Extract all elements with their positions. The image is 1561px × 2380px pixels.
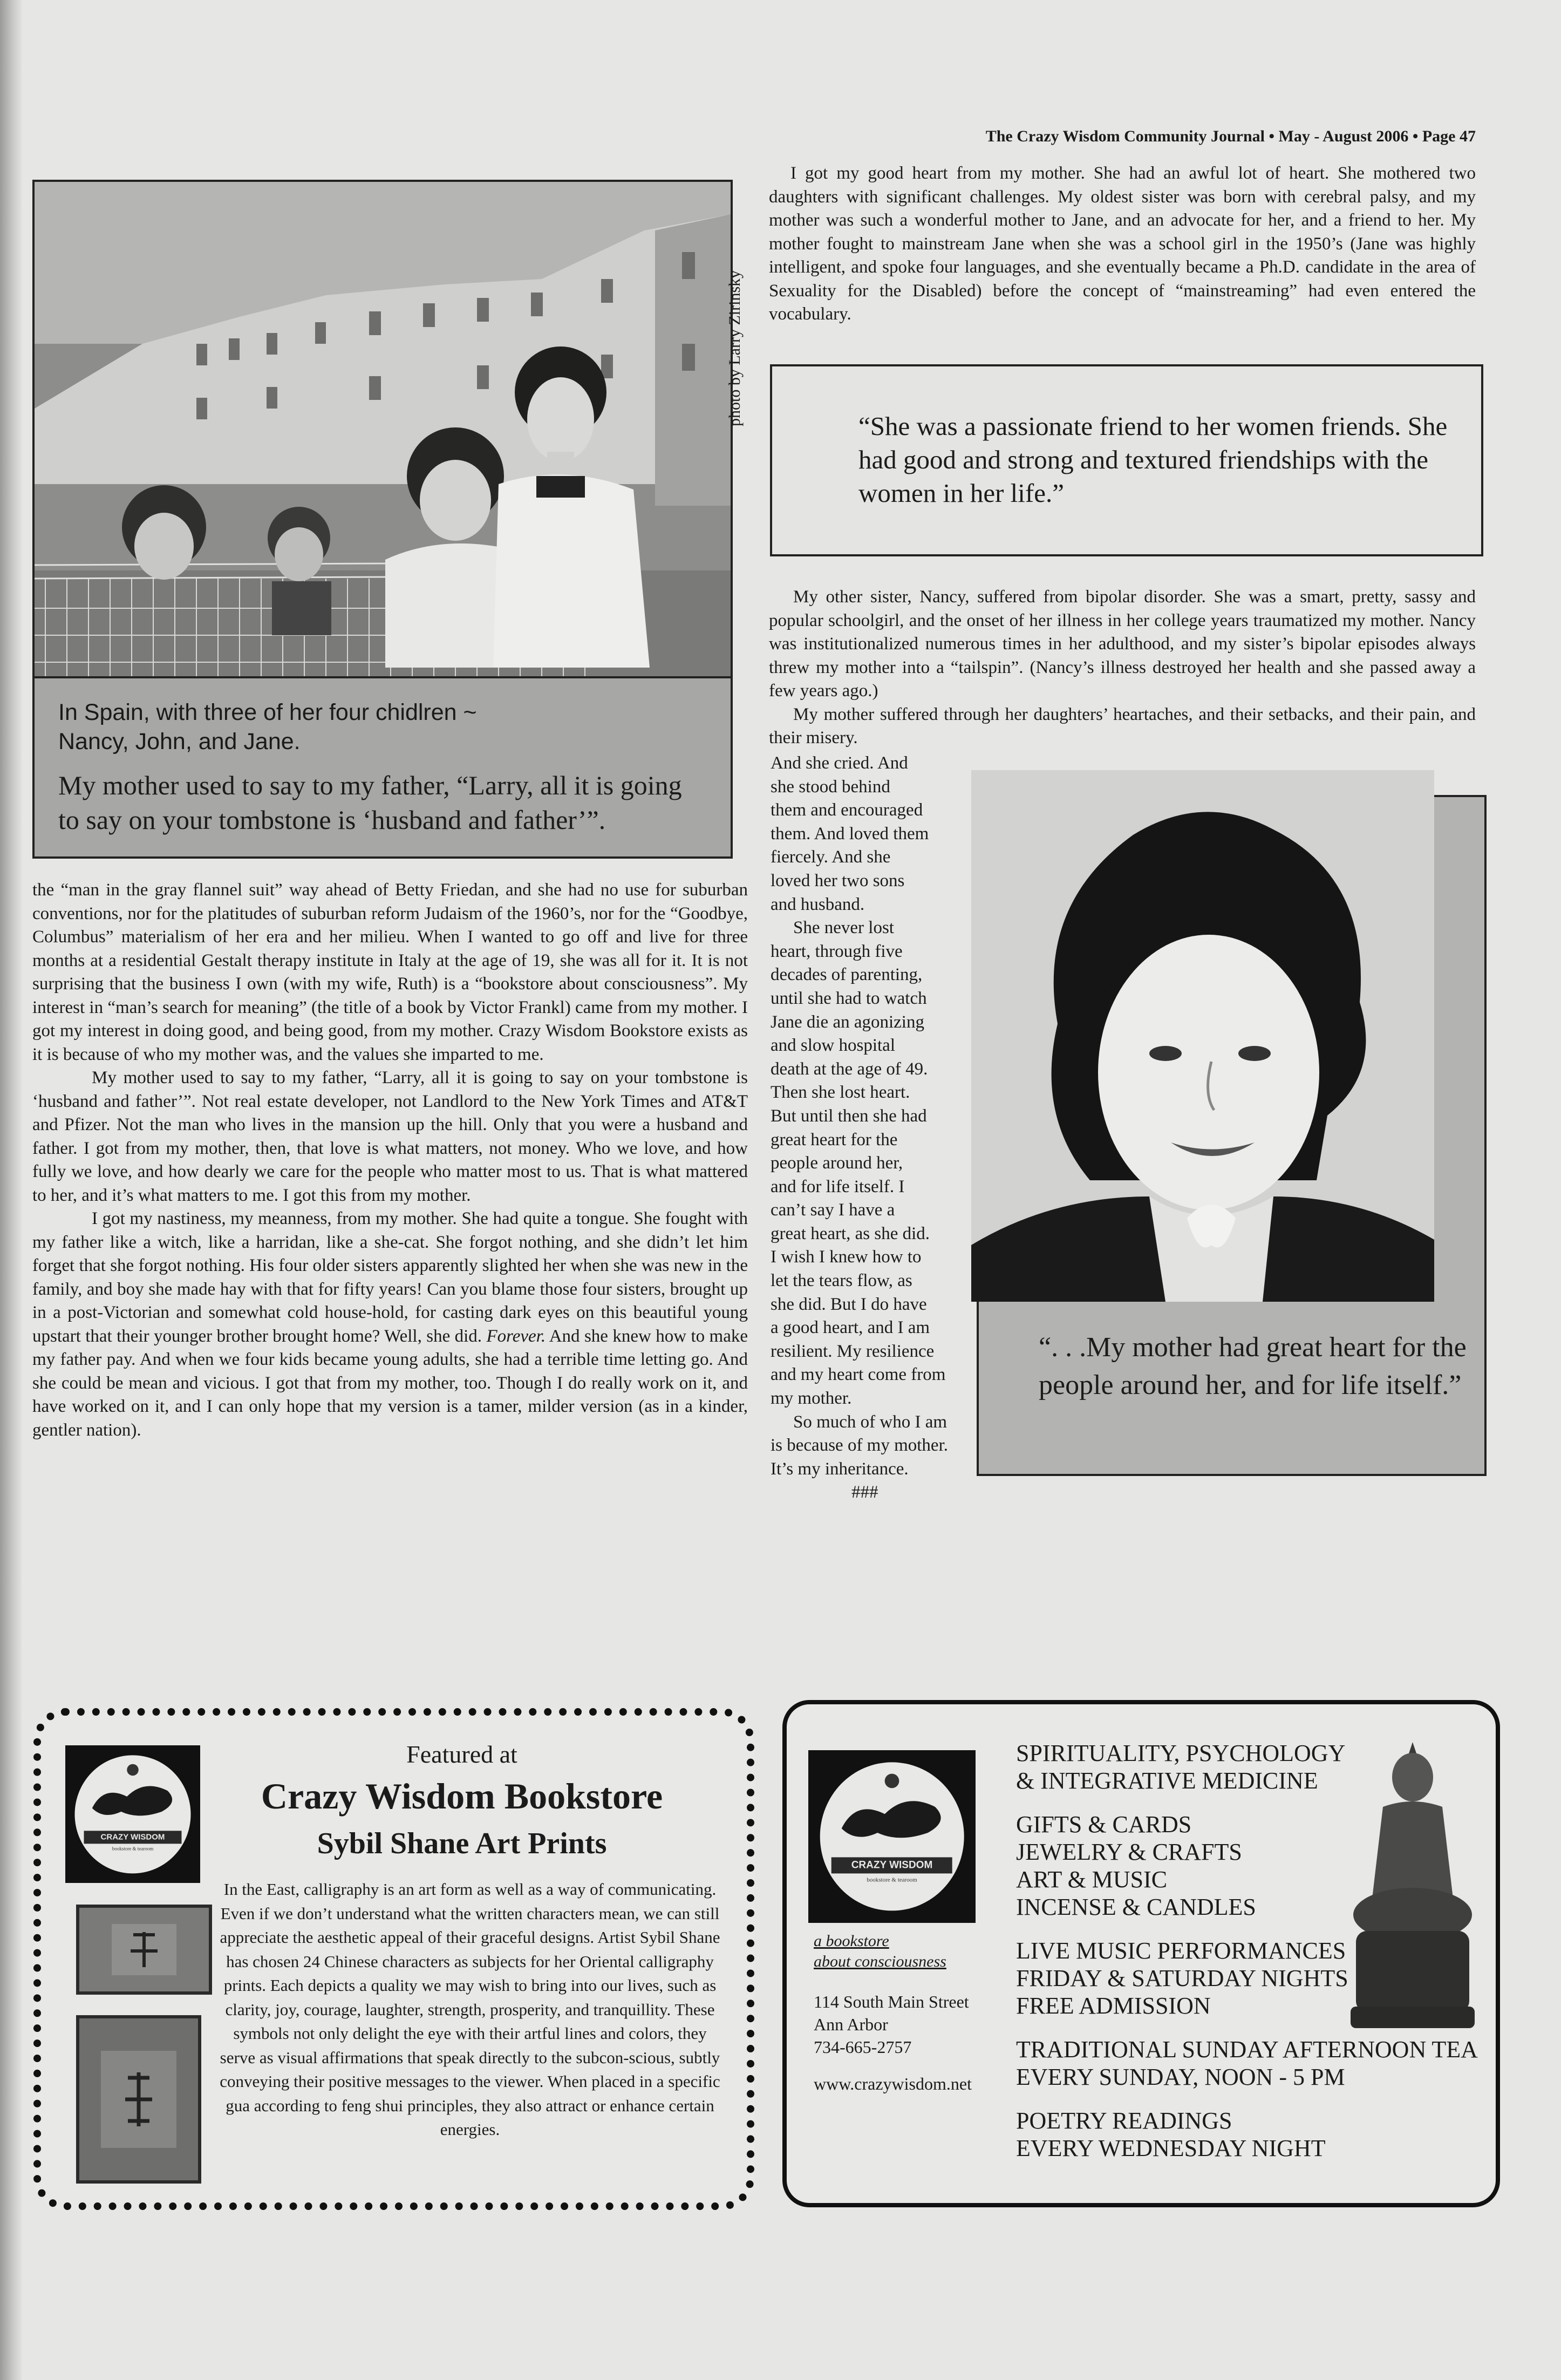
- offering-group: [1016, 2036, 1478, 2091]
- left-paragraph-2: My mother used to say to my father, “Larry, all it is going to say on your tombstone is ‘husband and father’”. Not real estate developer, not Landlord to the New York Times and AT&T and Pfizer. Not the man who lives in the mansion up the hill. Only that you were a husband and father. I got from my mother, then, that love is what matters, not money. Who we love, and how fully we love, and how dearly we care for the people who matter most to us. That is what mattered to her, and it’s what matters to me. I got this from my mother.: [32, 1068, 748, 1205]
- calligraphy-print-large: [76, 2015, 201, 2184]
- narrow-line: them and encouraged: [771, 800, 923, 820]
- sybil-shane-ad: [33, 1708, 754, 2210]
- narrow-line: Jane die an agonizing: [771, 1012, 924, 1032]
- narrow-line: So much of who I am: [793, 1412, 947, 1432]
- logo-subtext: bookstore & tearoom: [867, 1876, 917, 1883]
- narrow-line: and slow hospital: [771, 1036, 895, 1056]
- photo-caption-area: [35, 676, 731, 856]
- crazy-wisdom-ad: [782, 1700, 1500, 2207]
- logo-subtext: bookstore & tearoom: [112, 1846, 154, 1852]
- ad-tagline: [814, 1931, 946, 1972]
- page-header: The Crazy Wisdom Community Journal • May - August 2006 • Page 47: [985, 127, 1476, 145]
- narrow-line: fiercely. And she: [771, 847, 891, 867]
- offering-line: POETRY READINGS: [1016, 2107, 1232, 2134]
- offering-line: & INTEGRATIVE MEDICINE: [1016, 1767, 1318, 1794]
- tagline-line2: about consciousness: [814, 1953, 946, 1970]
- ad-product-title: Sybil Shane Art Prints: [317, 1827, 607, 1860]
- right-paragraph-1: I got my good heart from my mother. She had an awful lot of heart. She mothered two daughters with significant challenges. My oldest sister was born with cerebral palsy, and my mother was such a wonderful mother to Jane, and an advocate for her, and a friend to her. My mother fought to mainstream Jane when she was a school girl in the 1950’s (Jane was highly intelligent, and spoke four languages, and she eventually became a Ph.D. candidate in the area of Sexuality for the Disabled) before the concept of “mainstreaming” had even entered the vocabulary.: [769, 164, 1476, 324]
- photo-credit: photo by Larry Zirinsky: [726, 270, 744, 426]
- narrow-column-text: [771, 752, 976, 1505]
- narrow-line: she stood behind: [771, 777, 890, 797]
- narrow-line: I wish I knew how to: [771, 1247, 922, 1267]
- narrow-line: She never lost: [793, 918, 894, 938]
- left-paragraph-3: [32, 1207, 748, 1442]
- narrow-line: and husband.: [771, 894, 865, 914]
- family-photo-illustration: [35, 182, 731, 676]
- narrow-line: she did. But I do have: [771, 1294, 927, 1314]
- narrow-line: Then she lost heart.: [771, 1083, 910, 1103]
- mother-portrait-illustration: [971, 770, 1434, 1302]
- narrow-line: is because of my mother.: [771, 1436, 949, 1456]
- ad-featured-label: Featured at: [406, 1740, 517, 1768]
- buddha-icon: [1345, 1737, 1480, 2039]
- narrow-line: and my heart come from: [771, 1365, 946, 1385]
- crazy-wisdom-logo: [808, 1750, 976, 1923]
- photo-caption-line2: Nancy, John, and Jane.: [58, 729, 301, 754]
- left-column-text: [32, 879, 748, 1442]
- narrow-line: And she cried. And: [771, 753, 908, 773]
- offering-line: TRADITIONAL SUNDAY AFTERNOON TEA: [1016, 2036, 1478, 2063]
- photo-caption-line1: In Spain, with three of her four chidlren ~: [58, 699, 477, 725]
- portrait-pull-quote: “. . .My mother had great heart for the people around her, and for life itself.”: [1039, 1332, 1467, 1400]
- address-city: Ann Arbor: [814, 2015, 888, 2034]
- address-street: 114 South Main Street: [814, 1992, 969, 2011]
- right-column-middle: [769, 586, 1476, 750]
- narrow-line: until she had to watch: [771, 988, 927, 1008]
- offering-line: LIVE MUSIC PERFORMANCES: [1016, 1937, 1346, 1964]
- right-paragraph-3: My mother suffered through her daughters’ heartaches, and their setbacks, and their pain, and their misery.: [769, 704, 1476, 747]
- offering-group: [1016, 2107, 1478, 2162]
- family-photo: [35, 182, 731, 676]
- narrow-line: and for life itself. I: [771, 1177, 905, 1196]
- narrow-line: loved her two sons: [771, 871, 905, 890]
- narrow-line: decades of parenting,: [771, 965, 923, 985]
- logo-banner: CRAZY WISDOM: [84, 1831, 182, 1844]
- left-paragraph-3-part2: And she knew how to make my father pay. And when we four kids became young adults, she had a terrible time letting go. And she could be mean and vicious. I got that from my mother, too. Though I do really work on it, and have worked on it, and I can only hope that my version is a tamer, milder version (as in a kinder, gentler nation).: [32, 1326, 748, 1440]
- logo-banner: CRAZY WISDOM: [831, 1858, 952, 1874]
- narrow-line: death at the age of 49.: [771, 1059, 928, 1079]
- ad-website: www.crazywisdom.net: [814, 2074, 972, 2093]
- address-phone: 734-665-2757: [814, 2037, 912, 2057]
- narrow-line: a good heart, and I am: [771, 1318, 930, 1338]
- binding-edge: [0, 0, 22, 2380]
- pull-quote-text: “She was a passionate friend to her women friends. She had good and strong and textured friendships with the women in her life.”: [858, 411, 1448, 508]
- narrow-line: people around her,: [771, 1153, 903, 1173]
- left-paragraph-1: the “man in the gray flannel suit” way ahead of Betty Friedan, and she had no use for suburban conventions, nor for the platitudes of suburban reform Judaism of the 1960’s, nor for the “Goodbye, Columbus” materialism of her era and her milieu. When I wanted to go off and live for three months at a residential Gestalt therapy institute in Italy at the age of 19, she was all for it. It is not surprising that the business I own (with my wife, Ruth) is a “bookstore about consciousness”. My interest in “man’s search for meaning” (the title of a book by Victor Frankl) came from my mother. I got my interest in doing good, and being good, from my mother. Crazy Wisdom Bookstore exists as it is because of who my mother was, and the values she imparted to me.: [32, 880, 748, 1064]
- offering-line: SPIRITUALITY, PSYCHOLOGY: [1016, 1740, 1346, 1766]
- narrow-line: them. And loved them: [771, 824, 929, 844]
- family-photo-block: [32, 180, 733, 859]
- mother-portrait-photo: [971, 770, 1434, 1302]
- ad-address: [814, 1990, 969, 2058]
- narrow-line: resilient. My resilience: [771, 1341, 935, 1361]
- right-paragraph-2: My other sister, Nancy, suffered from bipolar disorder. She was a smart, pretty, sassy and popular schoolgirl, and the onset of her illness in her college years traumatized my mother. Nancy was institutionalized numerous times in her adulthood, and my sister’s bipolar episodes always threw my mother into a “tailspin”. (Nancy’s illness destroyed her health and she passed away a few years ago.): [769, 587, 1476, 701]
- photo-caption: [58, 698, 679, 756]
- narrow-line: great heart for the: [771, 1130, 898, 1150]
- end-mark: ###: [851, 1483, 878, 1502]
- ad-body-text: In the East, calligraphy is an art form as well as a way of communicating. Even if we don’t understand what the written characters mean, we can still appreciate the aesthetic appeal of their graceful designs. Artist Sybil Shane has chosen 24 Chinese characters as subjects for her Oriental calligraphy prints. Each depicts a quality we may wish to bring into our lives, such as clarity, joy, courage, laughter, strength, prosperity, and tranquillity. These symbols not only delight the eye with their artful lines and colors, they serve as visual affirmations that speak directly to the subcon-scious, subtly conveying their positive messages to the viewer. When placed in a specific gua according to feng shui principles, they also attract or enhance certain energies.: [220, 1880, 720, 2139]
- narrow-line: let the tears flow, as: [771, 1271, 912, 1291]
- offering-line: JEWELRY & CRAFTS: [1016, 1839, 1242, 1865]
- offering-line: FRIDAY & SATURDAY NIGHTS: [1016, 1965, 1348, 1991]
- calligraphy-character-icon: [79, 1908, 209, 1991]
- offering-line: EVERY WEDNESDAY NIGHT: [1016, 2135, 1326, 2161]
- buddha-statue-image: [1345, 1737, 1480, 2039]
- left-paragraph-3-part1: I got my nastiness, my meanness, from my mother. She had quite a tongue. She fought with my father like a witch, like a harridan, like a she-cat. She forgot nothing, and she didn’t let him forget that she forgot nothing. His four older sisters apparently slighted her when she was new in the family, and boy she made hay with that for fifty years! Can you blame those four sisters, brought up in a post-Victorian and somewhat cold house-hold, for casting dark eyes on this beautiful young upstart that their younger brother brought home? Well, she did.: [32, 1209, 748, 1346]
- narrow-line: my mother.: [771, 1389, 852, 1409]
- offering-line: GIFTS & CARDS: [1016, 1811, 1192, 1838]
- offering-line: EVERY SUNDAY, NOON - 5 PM: [1016, 2064, 1345, 2090]
- left-paragraph-3-italic: Forever.: [486, 1326, 546, 1346]
- offering-line: ART & MUSIC: [1016, 1866, 1168, 1893]
- ad-store-name: Crazy Wisdom Bookstore: [261, 1776, 663, 1817]
- narrow-line: heart, through five: [771, 941, 903, 961]
- photo-pull-quote: My mother used to say to my father, “Larry, all it is going to say on your tombstone is ‘husband and father’”.: [58, 770, 682, 835]
- narrow-line: But until then she had: [771, 1106, 927, 1126]
- dragon-icon: [820, 1762, 964, 1851]
- narrow-line: It’s my inheritance.: [771, 1459, 909, 1479]
- tagline-line1: a bookstore: [814, 1932, 889, 1950]
- calligraphy-print-small: [76, 1905, 212, 1995]
- offering-line: INCENSE & CANDLES: [1016, 1894, 1256, 1920]
- calligraphy-character-icon: [79, 2018, 198, 2180]
- offering-line: FREE ADMISSION: [1016, 1993, 1211, 2019]
- narrow-line: great heart, as she did.: [771, 1223, 930, 1243]
- narrow-line: can’t say I have a: [771, 1200, 895, 1220]
- pull-quote-box: [770, 364, 1483, 556]
